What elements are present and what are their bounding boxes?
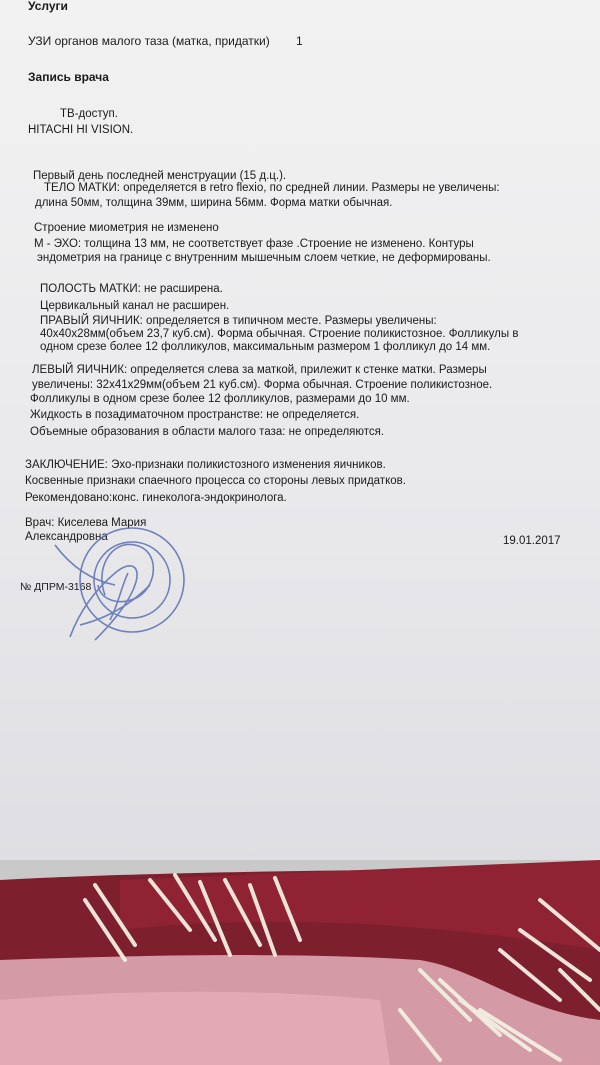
report-line: одном срезе более 12 фолликулов, максимальным размером 1 фолликул до 14 мм. bbox=[40, 341, 491, 353]
doctor-name: Врач: Киселева Мария bbox=[25, 517, 147, 529]
report-line: Объемные образования в области малого таза: не определяются. bbox=[30, 426, 385, 438]
access-line: ТВ-доступ. bbox=[60, 108, 118, 120]
license-number: № ДПРМ-3168 bbox=[20, 581, 92, 593]
report-date: 19.01.2017 bbox=[503, 535, 561, 547]
report-line: Строение миометрия не изменено bbox=[34, 222, 219, 234]
report-line: Цервикальный канал не расширен. bbox=[40, 300, 230, 312]
report-line: ТЕЛО МАТКИ: определяется в retro flexio, по средней линии. Размеры не увеличены: bbox=[44, 182, 500, 194]
report-line: Фолликулы в одном срезе более 12 фолликулов, размерами до 10 мм. bbox=[30, 393, 410, 405]
service-quantity: 1 bbox=[296, 34, 303, 48]
fabric-background bbox=[0, 860, 600, 1065]
doctor-patronymic: Александровна bbox=[25, 531, 108, 543]
report-line: М - ЭХО: толщина 13 мм, не соответствует фазе .Строение не изменено. Контуры bbox=[34, 238, 474, 250]
device-line: HITACHI HI VISION. bbox=[28, 124, 134, 136]
conclusion-line: Косвенные признаки спаечного процесса со стороны левых придатков. bbox=[25, 475, 406, 487]
report-line: ЛЕВЫЙ ЯИЧНИК: определяется слева за маткой, прилежит к стенке матки. Размеры bbox=[32, 364, 487, 376]
conclusion-line: ЗАКЛЮЧЕНИЕ: Эхо-признаки поликистозного изменения яичников. bbox=[25, 459, 386, 471]
report-line: Жидкость в позадиматочном пространстве: не определяется. bbox=[30, 409, 360, 421]
conclusion-line: Рекомендовано:конс. гинеколога-эндокринолога. bbox=[25, 492, 287, 504]
report-line: эндометрия на границе с внутренним мышечным слоем четкие, не деформированы. bbox=[37, 252, 491, 264]
round-stamp-with-signature bbox=[40, 525, 190, 645]
report-line: Первый день последней менструации (15 д.ц.). bbox=[33, 170, 287, 182]
report-line: ПОЛОСТЬ МАТКИ: не расширена. bbox=[40, 283, 223, 295]
service-item: УЗИ органов малого таза (матка, придатки) bbox=[28, 34, 270, 48]
report-line: 40x40x28мм(объем 23,7 куб.см). Форма обычная. Строение поликистозное. Фолликулы в bbox=[40, 328, 519, 340]
report-line: увеличены: 32x41x29мм(объем 21 куб.см). Форма обычная. Строение поликистозное. bbox=[32, 379, 493, 391]
services-heading: Услуги bbox=[28, 0, 68, 13]
appointment-heading: Запись врача bbox=[28, 70, 109, 84]
report-line: длина 50мм, толщина 39мм, ширина 56мм. Форма матки обычная. bbox=[35, 197, 393, 209]
report-line: ПРАВЫЙ ЯИЧНИК: определяется в типичном месте. Размеры увеличены: bbox=[40, 315, 437, 327]
